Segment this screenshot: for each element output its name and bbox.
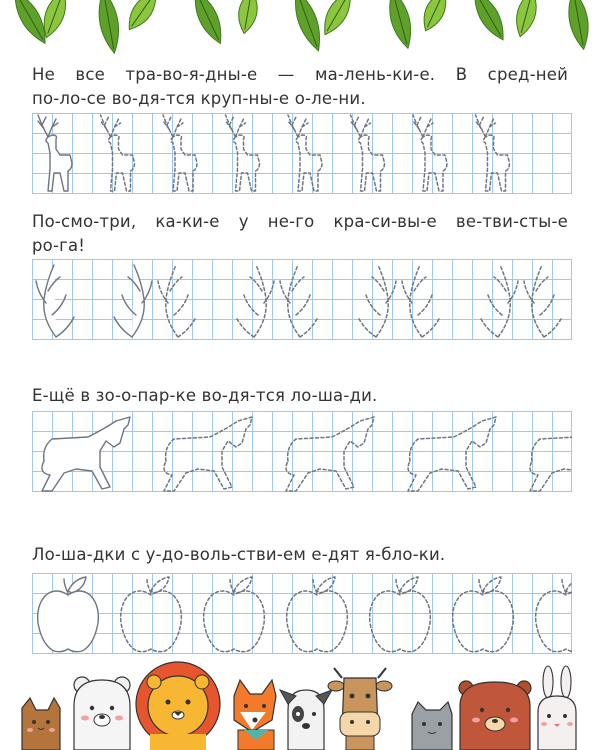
horse-tracing-figure (286, 417, 374, 491)
apple-tracing-figure (204, 577, 265, 652)
antlers-tracing-figure (402, 265, 518, 337)
sentence-apple (32, 543, 568, 567)
horse-tracing-figure (530, 417, 572, 491)
cow-icon (328, 668, 392, 750)
leaf-icon (384, 0, 417, 51)
tracing-grid-deer (32, 113, 572, 194)
apple-tracing-figure (121, 577, 182, 652)
deer-example-figure (38, 115, 72, 191)
leaf-icon (417, 0, 452, 35)
dog-icon (280, 690, 332, 750)
horse-example-figure (42, 417, 130, 491)
horse-tracing-figure (164, 417, 252, 491)
tracing-grid-apple (32, 573, 572, 654)
leaf-icon (122, 0, 163, 35)
leaf-icon (288, 0, 327, 54)
antlers-example-figure (36, 265, 152, 337)
sentence-antlers (32, 210, 568, 258)
sentence-deer (32, 63, 568, 111)
apple-tracing-figure (453, 577, 514, 652)
sentence-line: По-смо-три, ка-ки-е у не-го кра-си-вы-е ве-тви-сты-е (32, 212, 568, 231)
sentence-horse (32, 384, 568, 408)
tracing-grid-antlers (32, 259, 572, 340)
apple-tracing-figure (536, 577, 572, 652)
lion-icon (136, 662, 220, 750)
antlers-tracing-figure (524, 265, 572, 337)
gray-cat-icon (412, 702, 452, 750)
deer-tracing-figure (163, 115, 197, 191)
deer-tracing-figure (288, 115, 322, 191)
leaf-icon (94, 0, 123, 55)
deer-tracing-figure (226, 115, 260, 191)
leaf-icon (235, 0, 260, 35)
antlers-tracing-figure (158, 265, 274, 337)
apple-tracing-figures (32, 573, 572, 654)
leaf-icon (467, 0, 511, 44)
leaf-icon (564, 0, 592, 51)
apple-tracing-figure (287, 577, 348, 652)
antlers-tracing-figure (280, 265, 396, 337)
deer-tracing-figures (32, 113, 572, 194)
sentence-line: по-ло-се во-дя-тся круп-ны-е о-ле-ни. (32, 89, 366, 108)
leaf-icon (511, 0, 541, 39)
antlers-tracing-figures (32, 259, 572, 340)
deer-tracing-figure (101, 115, 135, 191)
rabbit-icon (538, 666, 576, 750)
horse-tracing-figure (408, 417, 496, 491)
polar-bear-icon (74, 677, 130, 750)
sentence-line: Не все тра-во-я-дны-е — ма-лень-ки-е. В сред-ней (32, 65, 568, 84)
deer-tracing-figure (351, 115, 385, 191)
horse-tracing-figures (32, 411, 572, 492)
leaf-icon (188, 0, 229, 47)
apple-example-figure (38, 577, 99, 652)
sentence-line: Ло-ша-дки с у-до-воль-стви-ем е-дят я-бло-ки. (32, 545, 446, 564)
sentence-line: ро-га! (32, 236, 86, 255)
leaf-icon (317, 0, 358, 39)
fox-icon (234, 680, 276, 750)
cat-icon (22, 698, 60, 750)
tropical-leaves-decoration (0, 0, 600, 55)
sentence-line: Е-щё в зо-о-пар-ке во-дя-тся ло-ша-ди. (32, 386, 378, 405)
bear-icon (459, 681, 531, 750)
tracing-grid-horse (32, 411, 572, 492)
deer-tracing-figure (413, 115, 447, 191)
deer-tracing-figure (476, 115, 510, 191)
apple-tracing-figure (370, 577, 431, 652)
animal-friends-decoration (0, 660, 600, 750)
